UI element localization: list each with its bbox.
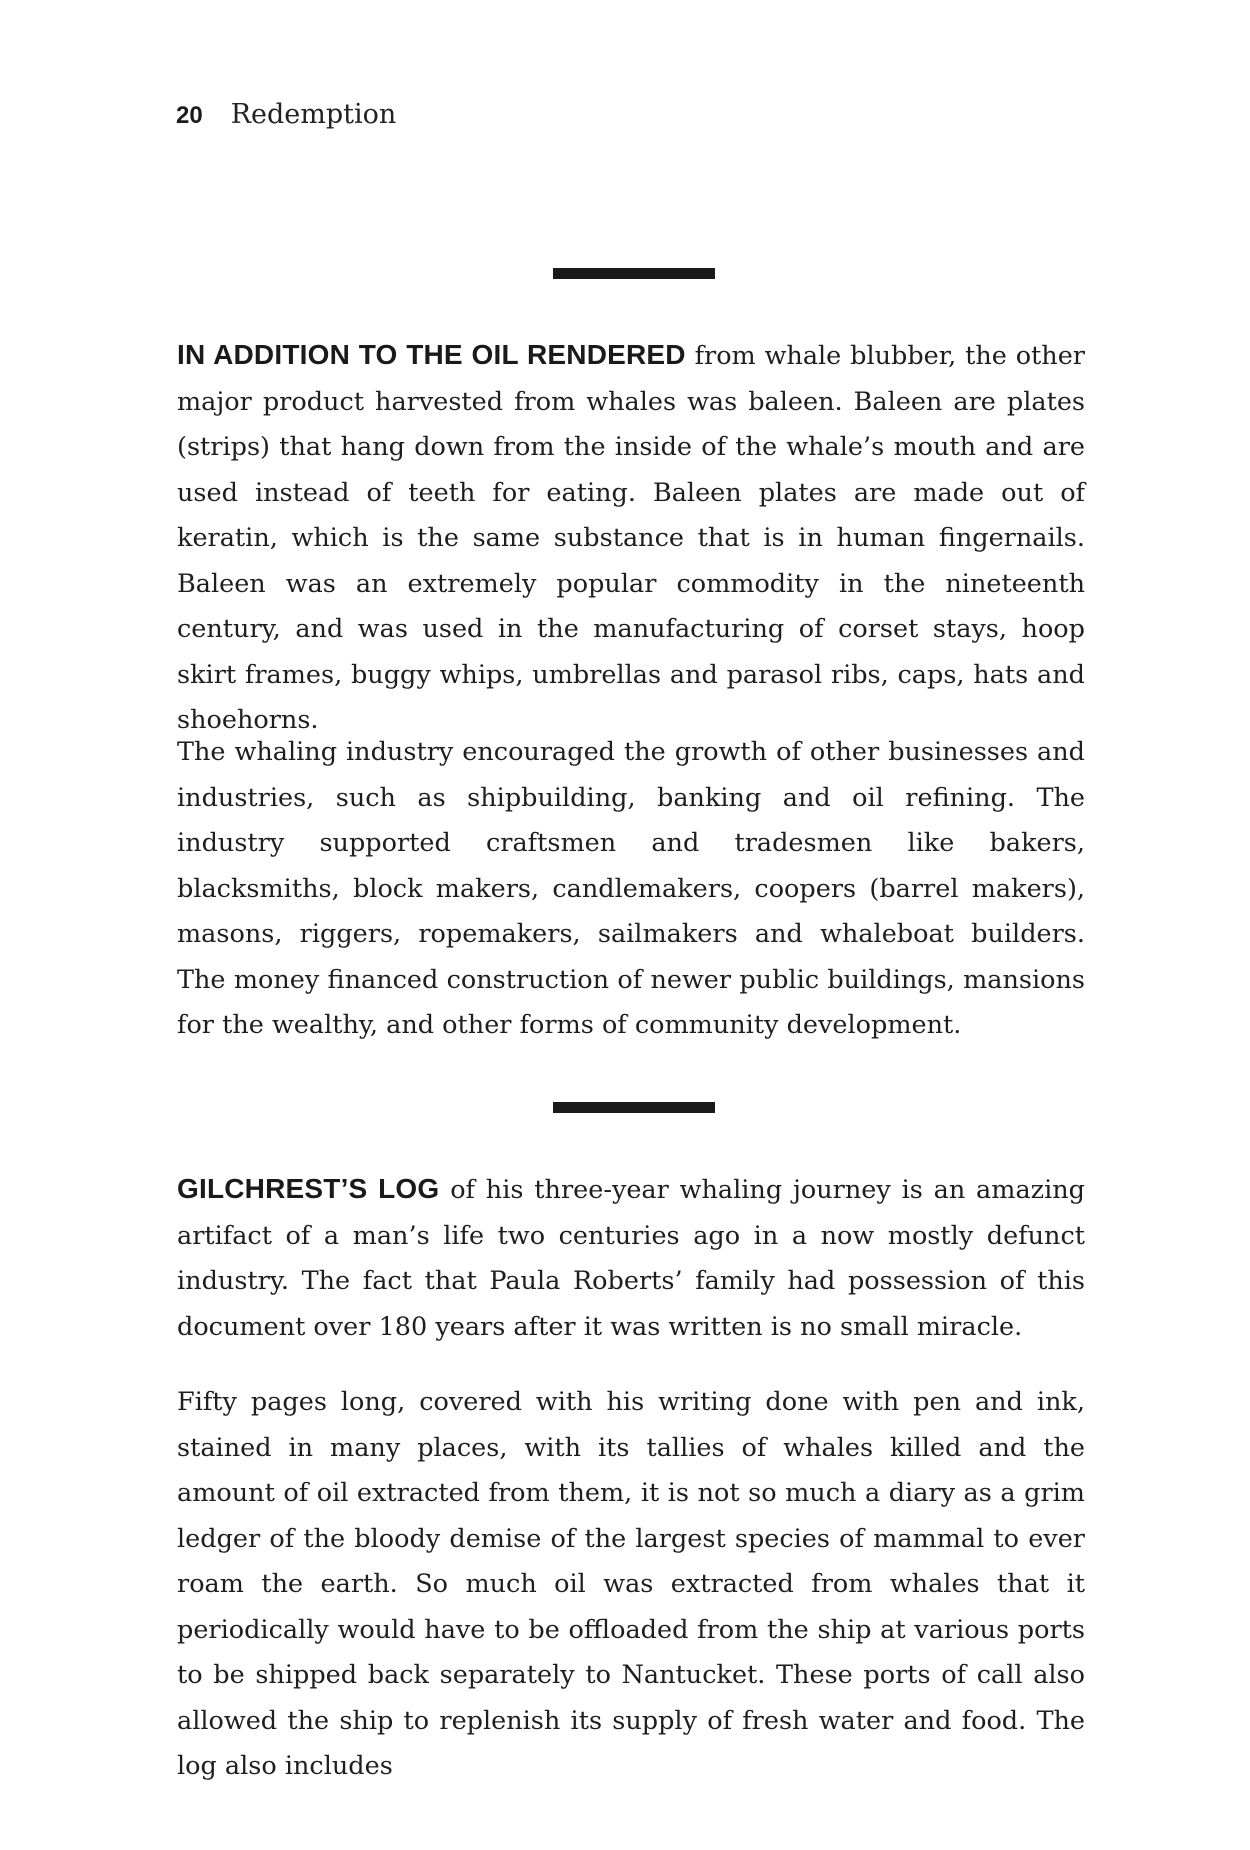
- section-lead-in: GILCHREST’S LOG: [177, 1173, 440, 1204]
- paragraph-body: of his three-year whaling journey is an amazing artifact of a man’s life two centuries ago in a now mostly defunct industry. The fact that Paula Roberts’ family had possession of this document over 180 years after it was written is no small miracle.: [177, 1175, 1085, 1342]
- log-paragraph: [177, 1166, 1085, 1350]
- ledger-paragraph: Fifty pages long, covered with his writing done with pen and ink, stained in many places, with its tallies of whales killed and the amount of oil extracted from them, it is not so much a diary as a grim ledger of the bloody demise of the largest species of mammal to ever roam the earth. So much oil was extracted from whales that it periodically would have to be offloaded from the ship at various ports to be shipped back separately to Nantucket. These ports of call also allowed the ship to replenish its supply of fresh water and food. The log also includes: [177, 1387, 1085, 1781]
- page-number: 20: [176, 102, 203, 129]
- section-divider: [553, 268, 715, 279]
- chapter-title: Redemption: [230, 99, 397, 130]
- industry-paragraph: The whaling industry encouraged the growth of other businesses and industries, such as shipbuilding, banking and oil refining. The industry supported craftsmen and tradesmen like bakers, blacksmiths, block makers, candlemakers, coopers (barrel makers), masons, riggers, ropemakers, sailmakers and whaleboat builders. The money financed construction of newer public buildings, mansions for the wealthy, and other forms of community development.: [177, 737, 1085, 1040]
- running-head: [176, 98, 396, 133]
- section-divider: [553, 1102, 715, 1113]
- baleen-paragraph: [177, 332, 1085, 744]
- paragraph-body: from whale blubber, the other major product harvested from whales was baleen. Baleen are plates (strips) that hang down from the inside of the whale’s mouth and are used instead of teeth for eating. Baleen plates are made out of keratin, which is the same substance that is in human fingernails. Baleen was an extremely popular commodity in the nineteenth century, and was used in the manufacturing of corset stays, hoop skirt frames, buggy whips, umbrellas and parasol ribs, caps, hats and shoehorns.: [177, 341, 1086, 735]
- section-lead-in: IN ADDITION TO THE OIL RENDERED: [177, 339, 686, 370]
